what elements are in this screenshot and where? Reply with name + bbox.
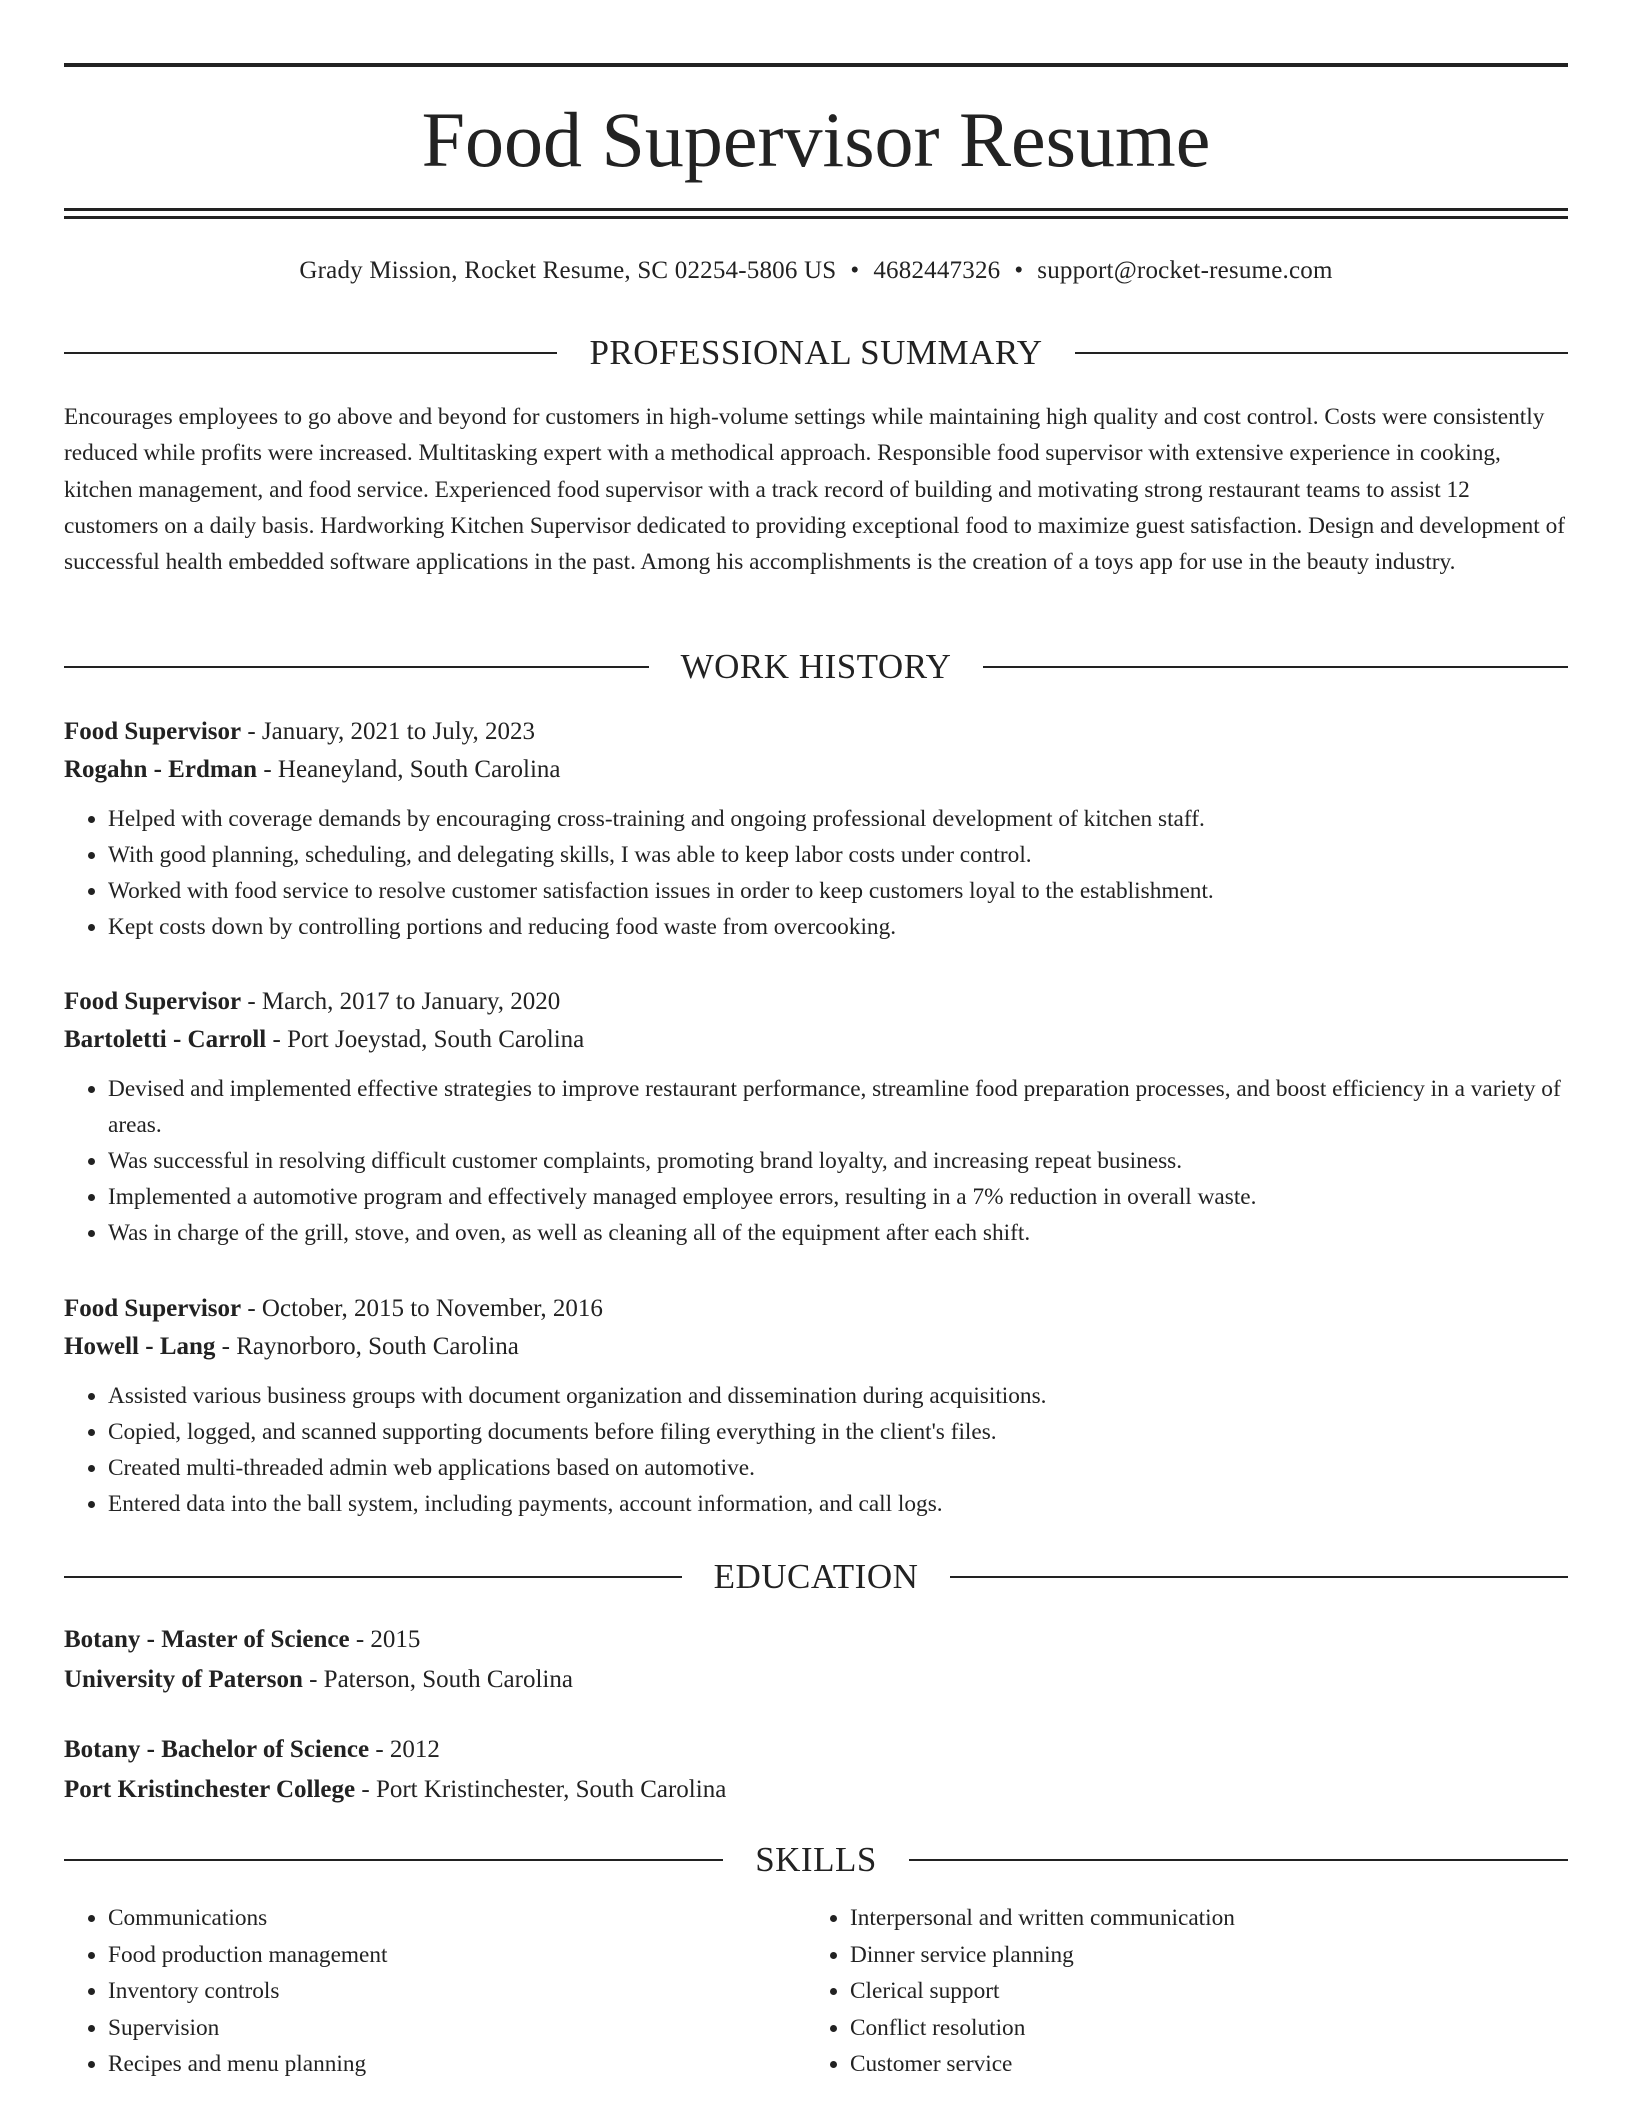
section-rule-right: [950, 1576, 1568, 1578]
job-title: Food Supervisor: [64, 718, 242, 745]
section-rule-right: [909, 1859, 1568, 1861]
list-item: • Worked with food service to resolve customer satisfaction issues in order to keep customers loyal to the establishment.: [108, 873, 1568, 909]
job-dates: - October, 2015 to November, 2016: [241, 1295, 603, 1322]
list-item: • Devised and implemented effective strategies to improve restaurant performance, streamline food preparation processes, and boost efficiency in a variety of areas.: [108, 1071, 1568, 1143]
section-title-work: WORK HISTORY: [680, 647, 952, 686]
education-entry-2: [64, 1730, 1568, 1810]
skill-item: • Dinner service planning: [850, 1937, 1548, 1974]
job-bullets: [64, 1071, 1568, 1251]
contact-separator: •: [850, 257, 860, 284]
skills-columns: [64, 1900, 1568, 2083]
skill-item: • Inventory controls: [108, 1973, 806, 2010]
section-header-summary: [64, 333, 1568, 373]
job-location: - Raynorboro, South Carolina: [215, 1333, 519, 1360]
resume-title: Food Supervisor Resume: [421, 96, 1211, 183]
education-school: University of Paterson: [64, 1666, 303, 1693]
list-item: • Assisted various business groups with document organization and dissemination during acquisitions.: [108, 1378, 1568, 1414]
section-title-summary: PROFESSIONAL SUMMARY: [589, 333, 1043, 372]
list-item: • Helped with coverage demands by encouraging cross-training and ongoing professional development of kitchen staff.: [108, 801, 1568, 837]
education-school: Port Kristinchester College: [64, 1776, 356, 1803]
section-header-education: [64, 1557, 1568, 1597]
contact-phone: 4682447326: [873, 257, 1001, 284]
section-header-work: [64, 647, 1568, 687]
section-rule-left: [64, 1859, 723, 1861]
job-dates: - January, 2021 to July, 2023: [241, 718, 536, 745]
education-degree: Botany - Master of Science: [64, 1626, 350, 1653]
job-bullets: [64, 1378, 1568, 1522]
education-entry-1: [64, 1620, 1568, 1700]
section-rule-left: [64, 1576, 682, 1578]
skill-item: • Recipes and menu planning: [108, 2046, 806, 2083]
job-dates: - March, 2017 to January, 2020: [241, 988, 561, 1015]
job-company: Bartoletti - Carroll: [64, 1026, 267, 1053]
list-item: • Implemented a automotive program and effectively managed employee errors, resulting in a 7% reduction in overall waste.: [108, 1179, 1568, 1215]
section-title-skills: SKILLS: [755, 1840, 877, 1879]
skill-item: • Communications: [108, 1900, 806, 1937]
job-title: Food Supervisor: [64, 988, 242, 1015]
skill-item: • Food production management: [108, 1937, 806, 1974]
summary-paragraph: Encourages employees to go above and beyond for customers in high-volume settings while maintaining high quality and cost control. Costs were consistently reduced while profits were increased. Multitasking expert with a methodical approach. Responsible food supervisor with extensive experience in cooking, kitchen management, and food service. Experienced food supervisor with a track record of building and motivating strong restaurant teams to assist 12 customers on a daily basis. Hardworking Kitchen Supervisor dedicated to providing exceptional food to maximize guest satisfaction. Design and development of successful health embedded software applications in the past. Among his accomplishments is the creation of a toys app for use in the beauty industry.: [64, 404, 1565, 576]
education-location: - Port Kristinchester, South Carolina: [355, 1776, 727, 1803]
title-rule-lower: [64, 216, 1568, 219]
list-item: • Kept costs down by controlling portions and reducing food waste from overcooking.: [108, 909, 1568, 945]
skills-list-left: [64, 1900, 806, 2083]
education-degree: Botany - Bachelor of Science: [64, 1736, 370, 1763]
education-year: - 2015: [349, 1626, 421, 1653]
section-rule-right: [983, 666, 1568, 668]
skill-item: • Clerical support: [850, 1973, 1548, 2010]
contact-email: support@rocket-resume.com: [1037, 257, 1333, 284]
job-title: Food Supervisor: [64, 1295, 242, 1322]
job-bullets: [64, 801, 1568, 945]
job-location: - Port Joeystad, South Carolina: [266, 1026, 585, 1053]
job-location: - Heaneyland, South Carolina: [257, 756, 561, 783]
contact-separator: •: [1014, 257, 1024, 284]
section-rule-right: [1075, 352, 1568, 354]
education-year: - 2012: [369, 1736, 440, 1763]
list-item: • With good planning, scheduling, and delegating skills, I was able to keep labor costs under control.: [108, 837, 1568, 873]
job-company: Howell - Lang: [64, 1333, 216, 1360]
skills-list-right: [806, 1900, 1548, 2083]
skill-item: • Supervision: [108, 2010, 806, 2047]
section-header-skills: [64, 1840, 1568, 1880]
list-item: • Was successful in resolving difficult customer complaints, promoting brand loyalty, and increasing repeat business.: [108, 1143, 1568, 1179]
section-rule-left: [64, 352, 557, 354]
contact-address: Grady Mission, Rocket Resume, SC 02254-5806 US: [299, 257, 837, 284]
skill-item: • Interpersonal and written communication: [850, 1900, 1548, 1937]
list-item: • Copied, logged, and scanned supporting documents before filing everything in the client's files.: [108, 1414, 1568, 1450]
contact-line: [64, 254, 1568, 288]
title-rule-upper: [64, 208, 1568, 211]
education-location: - Paterson, South Carolina: [302, 1666, 573, 1693]
job-entry-2: [64, 982, 1568, 1251]
skill-item: • Conflict resolution: [850, 2010, 1548, 2047]
section-title-education: EDUCATION: [713, 1557, 919, 1596]
top-rule: [64, 63, 1568, 67]
section-rule-left: [64, 666, 649, 668]
job-entry-3: [64, 1289, 1568, 1522]
list-item: • Entered data into the ball system, including payments, account information, and call logs.: [108, 1486, 1568, 1522]
list-item: • Created multi-threaded admin web applications based on automotive.: [108, 1450, 1568, 1486]
job-entry-1: [64, 712, 1568, 945]
job-company: Rogahn - Erdman: [64, 756, 258, 783]
list-item: • Was in charge of the grill, stove, and oven, as well as cleaning all of the equipment after each shift.: [108, 1215, 1568, 1251]
skill-item: • Customer service: [850, 2046, 1548, 2083]
